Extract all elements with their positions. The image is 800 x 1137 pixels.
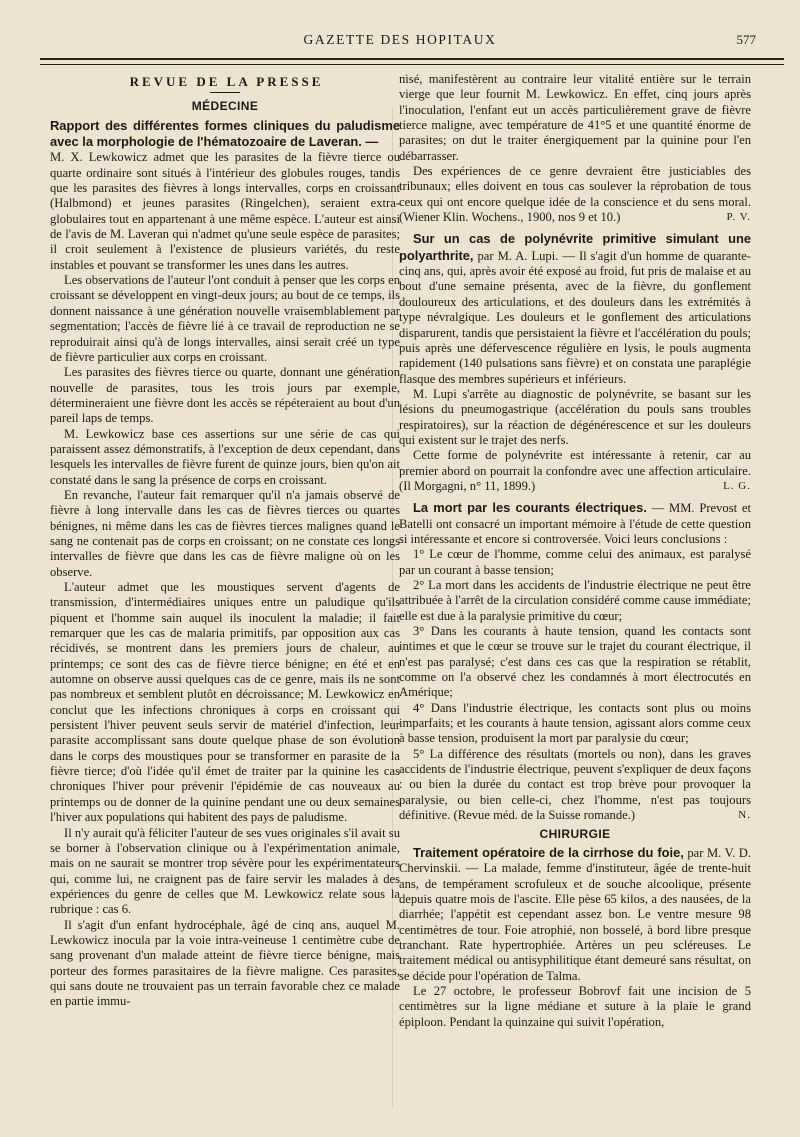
art2-title: Sur un cas de polynévrite primitive simulant une polyarthrite, [399,231,751,263]
paragraph-text: Des expériences de ce genre devraient être justiciables des tribunaux; elles doivent en tous cas soulever la réprobation de tous ceux qui ont encore quelque idée de la conscience et du sens moral. (Wiener Klin. Wochens., 1900, nos 9 et 10.) [399,164,751,225]
article-courants [399,500,751,547]
header-title: GAZETTE DES HOPITAUX [303,32,497,47]
section-title: REVUE DE LA PRESSE [129,74,324,89]
conclusion-item: 2° La mort dans les accidents de l'industrie électrique ne peut être attribuée à l'arrêt de la circulation considéré comme cause immédiate; elle est due à la paralysie primitive du cœur; [399,578,751,623]
paragraph: Il s'agit d'un enfant hydrocéphale, âgé de cinq ans, auquel M. Lewkowicz inocula par la voie intra-veineuse 1 centimètre cube de sang provenant d'un malade atteint de fièvre tierce bénigne, mais porteur des formes parasitaires de la fièvre maligne. Ces parasites, qui sans doute ne trouvaient pas un terrain favorable chez ce malade en partie immu- [50,917,400,1009]
art4-text: par M. V. D. Chervinskii. — La malade, femme d'instituteur, âgée de trente-huit ans, de tempérament scrofuleux et de souche alcoolique, présente depuis quatre mois de l'ascite. Elle pèse 65 kilos, a des nausées, de la diarrhée; l'appétit est cependant assez bon. Le ventre mesure 98 centimètres de tour. Foie atrophié, non bosselé, à bord libre presque tranchant. Rate hypertrophiée. Artères un peu scléreuses. Le traitement médical ou antisyphilitique étant demeuré sans résultat, on se décide pour l'opération de Talma. [399,845,751,983]
art3-text: — MM. Prevost et Batelli ont consacré un important mémoire à l'étude de cette question si intéressante et encore si controversée. Voici leurs conclusions : [399,501,752,546]
column-gutter [392,108,393,1108]
paragraph: L'auteur admet que les moustiques servent d'agents de transmission, d'intermédiaires uniques entre un paludique qu'ils piquent et l'homme sain auquel ils inoculent la maladie; il fait remarquer que les cas de malaria primitifs, par opposition aux cas récidivés, se montrent dans les premiers jours de chaleur, au printemps; ce sont des cas de fièvre tierce bénigne; en été et en automne on observe aussi quelques cas de ce genre, mais ils ne sont pas nombreux et semblent plutôt en décroissance; M. Lewkowicz en conclut que les infections chroniques à corps en croissant qui persistent l'hiver peuvent seuls servir de matériel d'infection, leur parasite accomplissant sans doute quelque phase de son évolution dans le corps des moustiques pour se transformer en parasite de la fièvre tierce; d'où l'idée qu'il émet de traiter par la quinine les cas chroniques l'hiver pour prévenir l'épidémie de cas nouveaux au printemps ou de donner de la quinine pendant une ou deux semaines l'hiver aux populations qui habitent des pays de paludisme. [50,580,400,825]
section-rule [210,92,240,93]
running-head [0,32,800,52]
art4-title: Traitement opératoire de la cirrhose du foie, [413,844,684,860]
header-rule-thin [40,64,784,65]
article-polynevrite [399,231,751,386]
subsection-medecine: MÉDECINE [191,99,259,114]
paragraph-text: Cette forme de polynévrite est intéressante à retenir, car au premier abord on pourrait la confondre avec une affection articulaire. (Il Morgagni, n° 11, 1899.) [399,448,751,493]
conclusion-item: 3° Dans les courants à haute tension, quand les contacts sont intimes et que le cœur se trouve sur le trajet du courant électrique, il n'est pas paralysé; c'est dans ces cas que la respiration se rétablit, comme on l'a observé chez les condamnés à mort électrocutés en Amérique; [399,624,751,700]
paragraph: Le 27 octobre, le professeur Bobrovf fait une incision de 5 centimètres sur la ligne médiane et suture à la plaie le grand épiploon. Pendant la quinzaine qui suivit l'opération, [399,983,751,1029]
left-column [50,72,400,1010]
paragraph: Les parasites des fièvres tierce ou quarte, donnant une génération nouvelle de parasites, tous les trois jours par exemple, détermineraient une fièvre dont les accès se répéteraient au bout d'un pareil laps de temps. [50,365,400,426]
article-title-paludisme [50,118,400,151]
conclusion-item: 4° Dans l'industrie électrique, les contacts sont plus ou moins imparfaits; et les courants à haute tension, agissant alors comme ceux à basse tension, produisent la mort par paralysie du cœur; [399,700,751,746]
article-cirrhose [399,845,751,984]
paragraph-with-signature [399,164,751,225]
paragraph: Les observations de l'auteur l'ont conduit à penser que les corps en croissant se développent en vingt-deux jours; au bout de ce temps, ils donnent naissance à une génération nouvelle vraisemblablement par segmentation; l'accès de fièvre lié à ce travail de reproduction ne se reproduirait ainsi qu'à de longs intervalles, ainsi serait créé un type de fièvre particulier aux corps en croissant. [50,273,400,364]
paragraph: M. Lupi s'arrête au diagnostic de polynévrite, se basant sur les lésions du pneumogastrique (accélération du pouls sans troubles respiratoires), sur la réaction de dégénérescence et sur les douleurs qui existent sur le trajet des nerfs. [399,386,751,447]
conclusion-item: 1° Le cœur de l'homme, comme celui des animaux, est paralysé par un courant à basse tension; [399,547,751,577]
signature: P. V. [726,211,751,224]
paragraph: En revanche, l'auteur fait remarquer qu'il n'a jamais observé de fièvre à long intervalle dans les cas de fièvres tierces ou quartes bénignes, ni même dans les cas de fièvres tierces malignes quand le sang ne contenait pas de corps en croissant; on ne constate ces longs intervalles de fièvre que dans les cas de fièvre maligne où on les observe. [50,487,400,579]
page-number: 577 [736,32,756,47]
signature: N. [738,809,751,822]
art2-text: par M. A. Lupi. — Il s'agit d'un homme de quarante-cinq ans, qui, après avoir été exposé au froid, fut pris de malaise et au bout d'une semaine présenta, avec de la fièvre, du gonflement douloureux des articulations, et des douleurs dans les extrémités à type névralgique. Les douleurs et le gonflement des articulations disparurent, tandis que persistaient la fièvre et l'accélération du pouls; puis après une défervescence régulière en lysis, le pouls augmenta rapidement (140 pulsations sans fièvre) et on constata une paraplégie flasque des membres supérieurs et inférieurs. [399,248,751,386]
paragraph: nisé, manifestèrent au contraire leur vitalité entière sur le terrain vierge que leur fournit M. Lewkowicz. En effet, cinq jours après l'inoculation, l'enfant eut un accès particulièrement grave de fièvre tierce maligne, avec température de 41°5 et une quantité énorme de parasites; on dut le traiter énergiquement par la quinine pour l'en débarrasser. [399,72,751,163]
subsection-chirurgie: CHIRURGIE [539,826,611,841]
paragraph-text: 5° La différence des résultats (mortels ou non), dans les graves accidents de l'industrie électrique, peuvent s'expliquer de deux façons : ou bien la durée du contact est trop brève pour provoquer la paralysie, ou bien celle-ci, chez l'homme, n'est pas toujours définitive. (Revue méd. de la Suisse romande.) [399,746,751,823]
paragraph: M. X. Lewkowicz admet que les parasites de la fièvre tierce ou quarte ordinaire sont situés à l'intérieur des globules rouges, tandis que les parasites des fièvres à longs intervalles, corps en croissant (Halbmond) et jeunes parasites (Ringelchen), seraient extra-globulaires tout en appartenant à une même espèce. L'auteur est ainsi de l'avis de M. Laveran qui n'admet qu'une seule espèce de parasites; il croit seulement à l'existence de plusieurs variétés, du reste instables et pouvant se transformer les unes dans les autres. [50,150,400,272]
art3-title: La mort par les courants électriques. [413,500,647,516]
header-rule-thick [40,58,784,60]
signature: L. G. [723,479,751,492]
right-column [399,72,751,1030]
conclusion-item-with-signature [399,747,751,824]
paragraph: Il n'y aurait qu'à féliciter l'auteur de ses vues originales s'il avait su se borner à l'observation clinique ou à l'expérimentation animale, mais on ne saurait se montrer trop sévère pour les expérimentateurs qui, comme lui, ne craignent pas de faire servir les malades à des expériences du genre de celles que M. Lewkowicz relate sous la rubrique : cas 6. [50,825,400,917]
art1-title: Rapport des différentes formes cliniques du paludisme avec la morphologie de l'hématozoaire de Laveran. — [50,117,400,150]
paragraph: M. Lewkowicz base ces assertions sur une série de cas qui paraissent assez démonstratifs, à l'exception de deux cependant, dans lesquels les intervalles de fièvre furent de quinze jours, bien qu'on ait constaté dans le sang la présence de corps en croissant. [50,426,400,487]
paragraph-with-signature [399,448,751,494]
